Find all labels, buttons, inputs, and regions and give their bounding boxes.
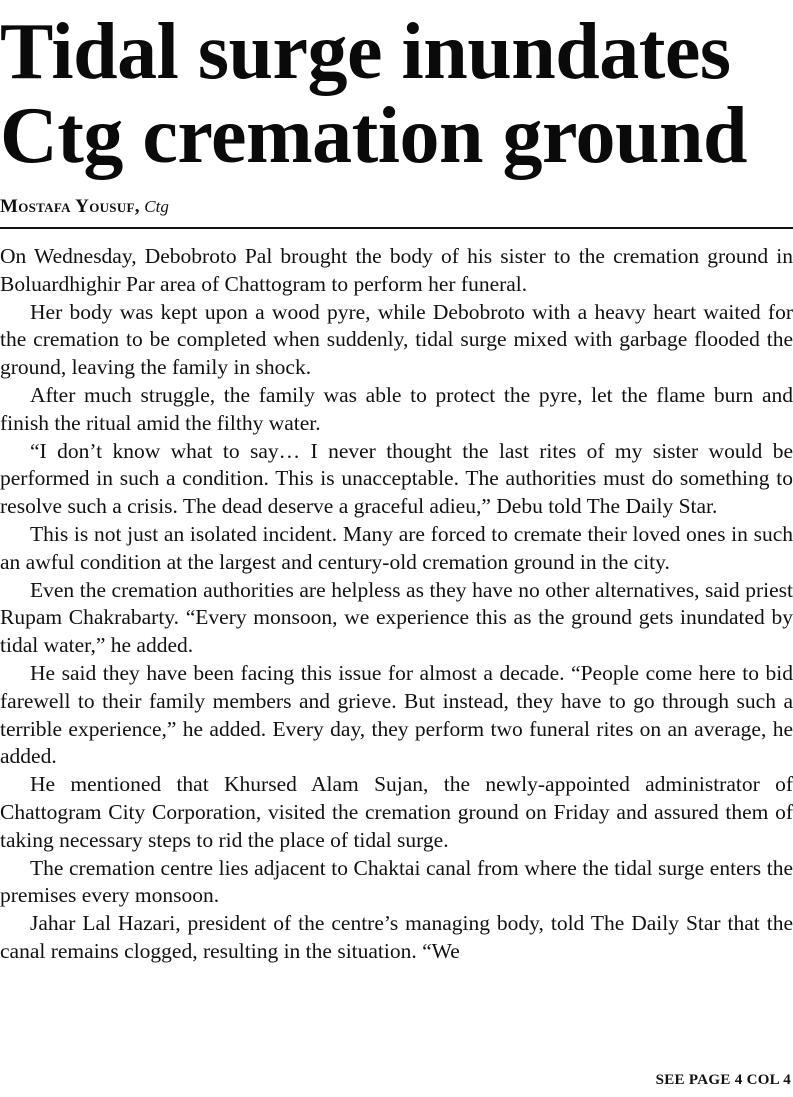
- byline-divider: [0, 227, 793, 229]
- continuation-jump-line: SEE PAGE 4 COL 4: [655, 1072, 791, 1088]
- byline-author: Mostafa Yousuf: [0, 196, 135, 217]
- paragraph: Jahar Lal Hazari, president of the centre’s managing body, told The Daily Star that the canal remains clogged, resulting in the situation. “We: [0, 911, 793, 963]
- paragraph: Her body was kept upon a wood pyre, while Debobroto with a heavy heart waited for the cremation to be completed when suddenly, tidal surge mixed with garbage flooded the ground, leaving the family in shock.: [0, 299, 793, 380]
- paragraph: “I don’t know what to say… I never thought the last rites of my sister would be performed in such a condition. This is unacceptable. The authorities must do something to resolve such a crisis. The dead deserve a graceful adieu,” Debu told The Daily Star.: [0, 438, 793, 519]
- paragraph: He said they have been facing this issue for almost a decade. “People come here to bid farewell to their family members and grieve. But instead, they have to go through such a terrible experience,” he added. Every day, they perform two funeral rites on an average, he added.: [0, 660, 793, 769]
- paragraph: He mentioned that Khursed Alam Sujan, the newly-appointed administrator of Chattogram City Corporation, visited the cremation ground on Friday and assured them of taking necessary steps to rid the place of tidal surge.: [0, 772, 793, 852]
- paragraph: After much struggle, the family was able to protect the pyre, let the flame burn and finish the ritual amid the filthy water.: [0, 382, 793, 435]
- byline-location: Ctg: [144, 197, 169, 216]
- paragraph: On Wednesday, Debobroto Pal brought the body of his sister to the cremation ground in Boluardhighir Par area of Chattogram to perform her funeral.: [0, 244, 793, 296]
- paragraph: The cremation centre lies adjacent to Chaktai canal from where the tidal surge enters the premises every monsoon.: [0, 855, 793, 908]
- byline-separator: ,: [134, 196, 140, 217]
- paragraph: This is not just an isolated incident. Many are forced to cremate their loved ones in such an awful condition at the largest and century-old cremation ground in the city.: [0, 521, 793, 574]
- byline: [0, 194, 793, 220]
- paragraph: Even the cremation authorities are helpless as they have no other alternatives, said priest Rupam Chakrabarty. “Every monsoon, we experience this as the ground gets inundated by tidal water,” he added.: [0, 577, 793, 658]
- article-body: [0, 243, 793, 966]
- headline: Tidal surge inundates Ctg cremation ground: [0, 8, 748, 180]
